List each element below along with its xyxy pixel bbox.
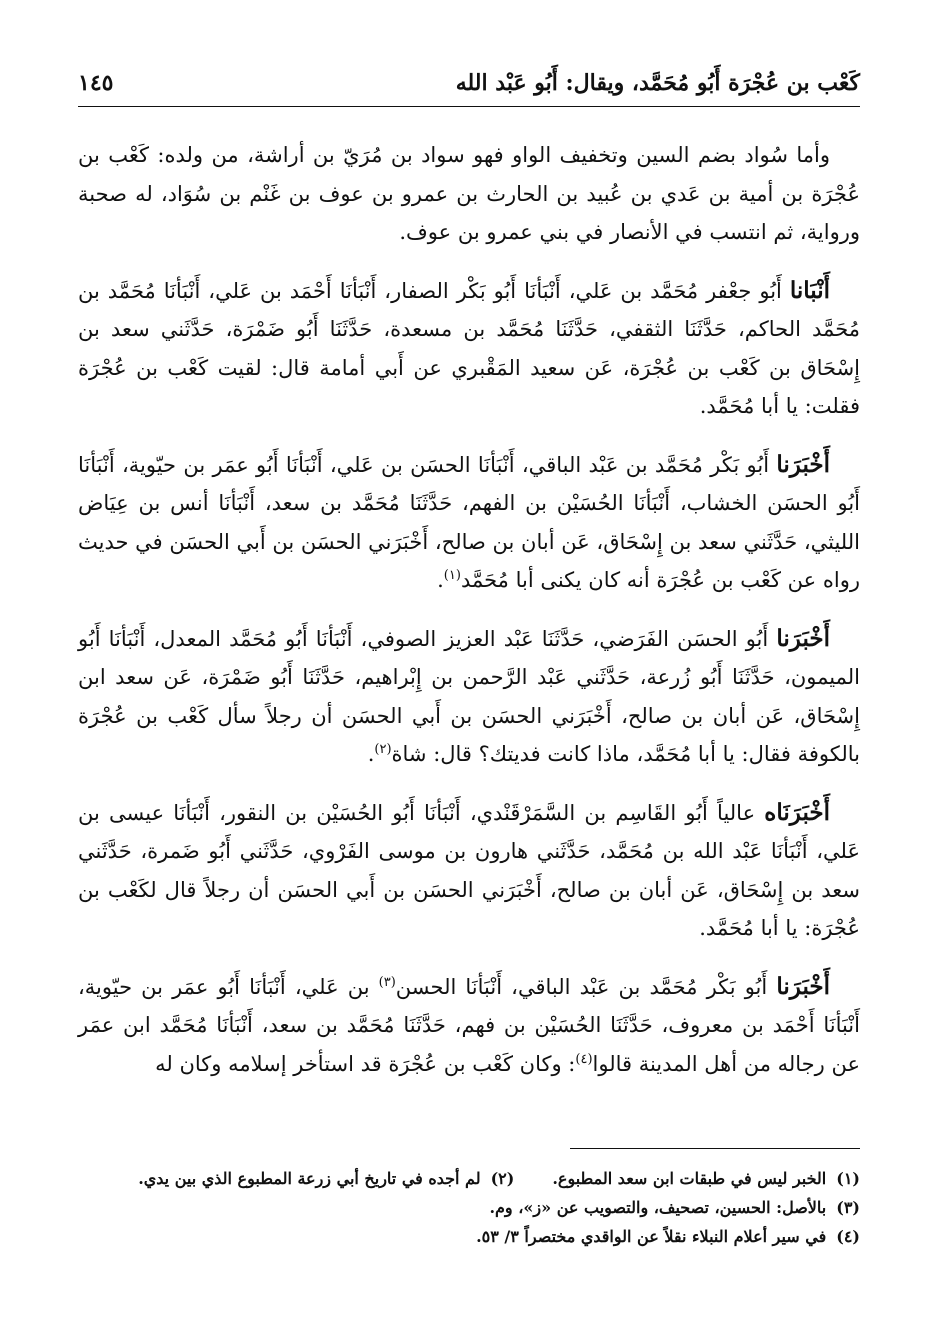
- paragraph-lead: أَخْبَرَنَاه: [764, 798, 830, 826]
- footnote-number: (٣): [836, 1198, 860, 1217]
- footnote-rule: [570, 1148, 860, 1149]
- paragraph-lead: أَخْبَرَنا: [776, 972, 830, 1000]
- footnote-text: في سير أعلام النبلاء نقلاً عن الواقدي مختصراً ٣/ ٥٣.: [476, 1227, 827, 1246]
- footnote-text: الخبر ليس في طبقات ابن سعد المطبوع.: [552, 1169, 827, 1188]
- paragraph-tail: .: [367, 742, 375, 766]
- page-header: [78, 56, 860, 96]
- paragraph: [78, 446, 860, 600]
- paragraph-tail: : وكان كَعْب بن عُجْرَة قد استأخر إسلامه وكان له: [155, 1051, 576, 1076]
- paragraph: [78, 794, 860, 948]
- paragraph-text: وأما سُواد بضم السين وتخفيف الواو فهو سواد بن مُرَيّ بن أراشة، من ولده: كَعْب بن عُجْرَة بن أمية بن عَدي بن عُبيد بن الحارث بن عمرو بن عوف بن غَنْم بن سُوَاد، له صحبة ورواية، ثم انتسب في الأنصار في بني عمرو بن عوف.: [78, 143, 860, 244]
- paragraph-lead: أَخْبَرَنا: [776, 450, 830, 478]
- footnote-number: (٢): [490, 1169, 515, 1188]
- paragraph: [78, 968, 860, 1084]
- footnotes: [78, 1164, 860, 1251]
- paragraph-text: أَبُو جعْفر مُحَمَّد بن عَلي، أَنْبَأنَا أَبُو بَكْر الصفار، أَنْبَأنَا أَحْمَد بن عَلي، أَنْبَأنَا مُحَمَّد بن مُحَمَّد الحاكم، حَدَّثَنَا الثقفي، حَدَّثَنَا مُحَمَّد بن مسعدة، حَدَّثَنَا أَبُو ضَمْرَة، حَدَّثَني سعد بن إِسْحَاق بن كَعْب بن عُجْرَة، عَن سعيد المَقْبري عن أَبي أمامة قال: لقيت كَعْب بن عُجْرَة فقلت: يا أبا مُحَمَّد.: [78, 278, 860, 418]
- paragraph: [78, 136, 860, 252]
- running-head: كَعْب بن عُجْرَة أَبُو مُحَمَّد، ويقال: أَبُو عَبْد الله: [455, 70, 860, 96]
- footnote-item: [476, 1222, 860, 1251]
- footnote-ref[interactable]: (٣): [378, 974, 396, 990]
- footnote-row: [78, 1193, 860, 1222]
- header-rule: [78, 106, 860, 107]
- body-text: [78, 136, 860, 1103]
- paragraph: [78, 620, 860, 774]
- paragraph-lead: أَخْبَرَنا: [776, 624, 830, 652]
- paragraph-lead: أَنْبَانا: [789, 276, 830, 304]
- paragraph-text: عالياً أَبُو القَاسِم بن السَّمَرْقَنْدي، أَنْبَأنَا أَبُو الحُسَيْن بن النقور، أَنْبَأنَا عيسى بن عَلي، أَنْبَأنَا عَبْد الله بن مُحَمَّد، حَدَّثَني هارون بن موسى الفَرْوي، حَدَّثَني أَبُو ضَمرة، حَدَّثَني سعد بن إِسْحَاق، عَن أبان بن صالح، أَخْبَرَني الحسَن بن أَبي الحسَن أن رجلاً قال لكَعْب بن عُجْرَة: يا أبا مُحَمَّد.: [78, 800, 860, 940]
- footnote-ref[interactable]: (٢): [374, 742, 392, 757]
- footnote-ref[interactable]: (١): [443, 568, 461, 583]
- page-number: ١٤٥: [78, 70, 114, 96]
- paragraph-text: أَبُو الحسَن الفَرَضي، حَدَّثَنَا عَبْد العزيز الصوفي، أَنْبَأنَا أَبُو مُحَمَّد المعدل، أَنْبَأنَا أَبُو الميمون، حَدَّثَنَا أَبُو زُرعة، حَدَّثَني عَبْد الرَّحمن بن إِبْراهيم، حَدَّثَنَا أَبُو ضَمْرَة، عَن سعد ابن إِسْحَاق، عَن أبان بن صالح، أَخْبَرَني الحسَن بن أَبي الحسَن أن رجلاً سأل كَعْب بن عُجْرَة بالكوفة فقال: يا أبا مُحَمَّد، ماذا كانت فديتك؟ قال: شاة: [78, 626, 860, 766]
- footnote-row: [78, 1164, 860, 1193]
- footnote-number: (١): [836, 1169, 860, 1188]
- footnote-item: [552, 1164, 860, 1193]
- paragraph-text: أَبُو بَكْر مُحَمَّد بن عَبْد الباقي، أَنْبَأنَا الحسن: [395, 974, 777, 999]
- footnote-item: [138, 1164, 514, 1193]
- footnote-text: بالأصل: الحسين، تصحيف، والتصويب عن «ز»، وم.: [489, 1198, 827, 1217]
- paragraph: [78, 272, 860, 426]
- footnote-text: لم أجده في تاريخ أبي زرعة المطبوع الذي بين يدي.: [138, 1169, 481, 1188]
- footnote-row: [78, 1222, 860, 1251]
- paragraph-text: أَبُو بَكْر مُحَمَّد بن عَبْد الباقي، أَنْبَأنَا الحسَن بن عَلي، أَنْبَأنَا أَبُو عمَر بن حيّوية، أَنْبَأنَا أَبُو الحسَن الخشاب، أَنْبَأنَا الحُسَيْن بن الفهم، حَدَّثَنَا مُحَمَّد بن سعد، أَنْبَأنَا أنس بن عِيَاض الليثي، حَدَّثَني سعد بن إِسْحَاق، عَن أبان بن صالح، أَخْبَرَني الحسَن بن أَبي الحسَن في حديث رواه عن كَعْب بن عُجْرَة أنه كان يكنى أبا مُحَمَّد: [78, 452, 860, 592]
- paragraph-tail: بن عَلي، أَنْبَأنَا أَبُو عمَر بن حيّوية، أَنْبَأنَا أَحْمَد بن معروف، حَدَّثَنَا الحُسَيْن بن فهم، حَدَّثَنَا مُحَمَّد بن سعد، أَنْبَأنَا مُحَمَّد ابن عمَر عن رجاله من أهل المدينة قالوا: [78, 974, 860, 1076]
- footnote-item: [489, 1193, 860, 1222]
- footnote-number: (٤): [836, 1227, 860, 1246]
- footnote-ref[interactable]: (٤): [575, 1051, 593, 1067]
- paragraph-tail: .: [437, 568, 444, 592]
